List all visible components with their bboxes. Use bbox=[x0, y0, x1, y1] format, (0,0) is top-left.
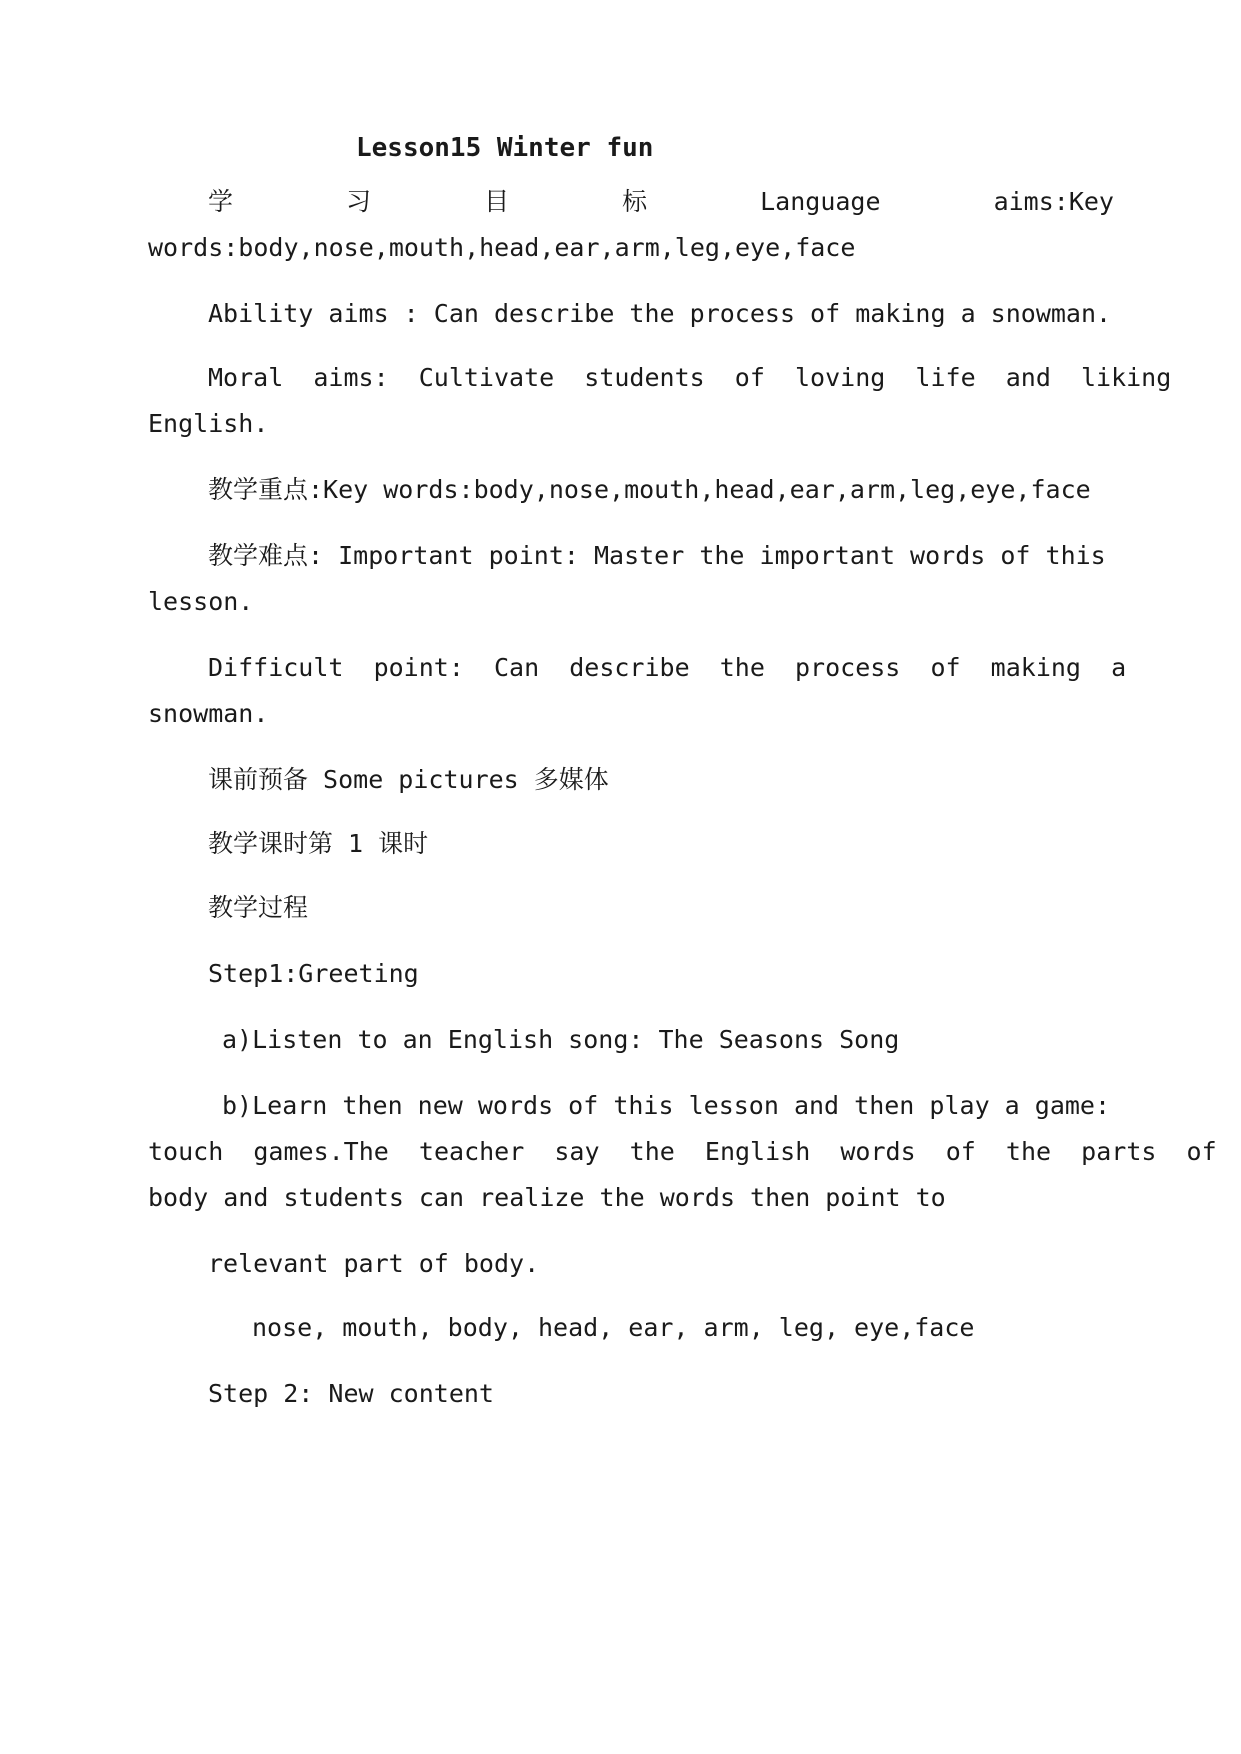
step1-item-b-cont3: relevant part of body. bbox=[208, 1249, 540, 1278]
class-hours: 教学课时第 1 课时 bbox=[208, 829, 429, 858]
heading-char-4: 标 bbox=[622, 187, 648, 216]
heading-char-1: 学 bbox=[208, 187, 234, 216]
step1-item-b: b)Learn then new words of this lesson and then play a game: bbox=[222, 1091, 1111, 1120]
key-words-line: words:body,nose,mouth,head,ear,arm,leg,eye,face bbox=[148, 233, 856, 262]
document-title: Lesson15 Winter fun bbox=[356, 133, 654, 163]
ability-aims: Ability aims : Can describe the process of making a snowman. bbox=[208, 299, 1112, 328]
body-parts-list: nose, mouth, body, head, ear, arm, leg, eye,face bbox=[252, 1313, 975, 1342]
moral-aims-cont: English. bbox=[148, 409, 269, 438]
teaching-process-heading: 教学过程 bbox=[208, 893, 309, 922]
learning-objectives-heading bbox=[208, 176, 1114, 228]
language-label: Language bbox=[760, 187, 881, 216]
moral-aims: Moral aims: Cultivate students of loving life and liking bbox=[208, 363, 1172, 392]
step1-item-b-cont1: touch games.The teacher say the English words of the parts of bbox=[148, 1137, 1217, 1166]
difficult-point-cont: snowman. bbox=[148, 699, 269, 728]
teaching-focus: 教学重点:Key words:body,nose,mouth,head,ear,arm,leg,eye,face bbox=[208, 475, 1091, 504]
aims-key-label: aims:Key bbox=[993, 187, 1114, 216]
preparation: 课前预备 Some pictures 多媒体 bbox=[208, 765, 609, 794]
step1-item-a: a)Listen to an English song: The Seasons Song bbox=[222, 1025, 900, 1054]
teaching-difficulty-cont: lesson. bbox=[148, 587, 254, 616]
step2-heading: Step 2: New content bbox=[208, 1379, 494, 1408]
heading-char-3: 目 bbox=[484, 187, 510, 216]
difficult-point: Difficult point: Can describe the process of making a bbox=[208, 653, 1127, 682]
step1-item-b-cont2: body and students can realize the words then point to bbox=[148, 1183, 946, 1212]
heading-char-2: 习 bbox=[346, 187, 372, 216]
teaching-difficulty: 教学难点: Important point: Master the important words of this bbox=[208, 541, 1106, 570]
step1-heading: Step1:Greeting bbox=[208, 959, 419, 988]
